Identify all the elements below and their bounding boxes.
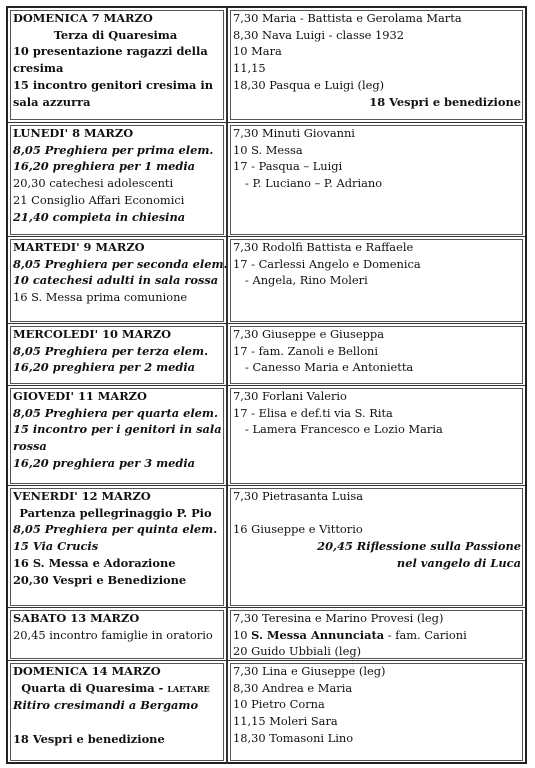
mass-line: - Angela, Rino Moleri (245, 273, 368, 288)
mass-line: - P. Luciano – P. Adriano (245, 176, 383, 191)
event-line: GIOVEDI' 11 MARZO (13, 389, 147, 403)
day-row (8, 236, 525, 324)
event-line: 15 incontro genitori cresima in (13, 77, 213, 92)
day-row (8, 607, 525, 661)
mass-line: 7,30 Minuti Giovanni (233, 126, 355, 140)
event-line: 10 presentazione ragazzi della (13, 44, 208, 59)
mass-line: 8,30 Andrea e Maria (233, 680, 353, 695)
day-masses-cell (227, 608, 525, 661)
day-masses-cell (227, 486, 525, 608)
day-masses-cell (227, 123, 525, 237)
event-line: SABATO 13 MARZO (13, 611, 140, 625)
mass-line: 8,30 Nava Luigi - classe 1932 (233, 27, 405, 42)
event-line: rossa (13, 439, 47, 454)
mass-line: 11,15 (233, 61, 266, 76)
mass-line: 17 - Carlessi Angelo e Domenica (233, 256, 421, 271)
laetare-label: LAETARE (167, 683, 210, 694)
event-line: 16,20 preghiera per 2 media (13, 360, 196, 375)
event-line: 20,45 incontro famiglie in oratorio (13, 627, 213, 642)
mass-line: 17 - fam. Zanoli e Belloni (233, 343, 379, 358)
event-line: 10 catechesi adulti in sala rossa (13, 273, 219, 288)
event-line: 18 Vespri e benedizione (13, 731, 165, 746)
weekly-schedule-table (6, 6, 527, 764)
mass-line: 7,30 Maria - Battista e Gerolama Marta (233, 11, 462, 25)
event-line: Partenza pellegrinaggio P. Pio (19, 505, 212, 520)
day-row (8, 660, 525, 763)
mass-line: 17 - Pasqua – Luigi (233, 159, 343, 174)
event-line: 16 S. Messa e Adorazione (13, 555, 176, 570)
mass-line: 20,45 Riflessione sulla Passione (317, 539, 521, 554)
event-line: sala azzurra (13, 94, 91, 109)
day-events-cell (8, 386, 227, 486)
event-line: 8,05 Preghiera per quarta elem. (13, 405, 218, 420)
day-row (8, 385, 525, 486)
event-line: 20,30 Vespri e Benedizione (13, 572, 187, 587)
event-line: 8,05 Preghiera per quinta elem. (13, 522, 218, 537)
mass-line: 17 - Elisa e def.ti via S. Rita (233, 405, 393, 420)
mass-line: 10 Mara (233, 44, 282, 59)
mass-line: 10 S. Messa (233, 142, 303, 157)
event-line: Ritiro cresimandi a Bergamo (13, 698, 199, 713)
mass-line: 10 S. Messa Annunciata - fam. Carioni (233, 627, 467, 642)
event-line: MARTEDI' 9 MARZO (13, 240, 145, 254)
mass-line: 18,30 Pasqua e Luigi (leg) (233, 77, 385, 92)
mass-line: nel vangelo di Luca (396, 555, 521, 570)
mass-line: 18,30 Tomasoni Lino (233, 730, 354, 745)
event-line: cresima (13, 61, 64, 76)
day-events-cell (8, 8, 227, 122)
event-line: 8,05 Preghiera per terza elem. (13, 343, 209, 358)
mass-line: 7,30 Forlani Valerio (233, 389, 347, 403)
day-row (8, 8, 525, 122)
day-row (8, 323, 525, 386)
event-line: 8,05 Preghiera per seconda elem. (13, 256, 228, 271)
event-line: DOMENICA 7 MARZO (13, 11, 153, 25)
event-line: MERCOLEDI' 10 MARZO (13, 327, 172, 341)
mass-line: - Lamera Francesco e Lozio Maria (245, 422, 443, 437)
day-masses-cell (227, 237, 525, 324)
day-masses-cell (227, 661, 525, 763)
mass-line: 7,30 Teresina e Marino Provesi (leg) (233, 611, 444, 625)
mass-line: 16 Giuseppe e Vittorio (233, 522, 363, 537)
event-line: 16 S. Messa prima comunione (13, 290, 188, 305)
day-events-cell (8, 237, 227, 324)
day-events-cell (8, 608, 227, 661)
event-line: 15 Via Crucis (13, 539, 99, 554)
event-line: 8,05 Preghiera per prima elem. (13, 142, 214, 157)
mass-line (233, 505, 525, 522)
day-masses-cell (227, 8, 525, 122)
mass-line: 7,30 Rodolfi Battista e Raffaele (233, 240, 414, 254)
mass-line: 18 Vespri e benedizione (369, 94, 521, 109)
event-line: 16,20 preghiera per 1 media (13, 159, 196, 174)
mass-line: 7,30 Lina e Giuseppe (leg) (233, 664, 386, 678)
event-line: Terza di Quaresima (53, 27, 178, 42)
event-line: VENERDI' 12 MARZO (13, 489, 151, 503)
event-line: 16,20 preghiera per 3 media (13, 455, 196, 470)
event-line: 15 incontro per i genitori in sala (13, 422, 222, 437)
mass-line: 11,15 Moleri Sara (233, 714, 338, 729)
event-line: LUNEDI' 8 MARZO (13, 126, 134, 140)
event-line: 21,40 compieta in chiesina (13, 209, 186, 224)
day-masses-cell (227, 324, 525, 386)
day-events-cell (8, 486, 227, 608)
event-line: 20,30 catechesi adolescenti (13, 176, 174, 191)
event-line (13, 714, 226, 731)
day-events-cell (8, 123, 227, 237)
mass-line: - Canesso Maria e Antonietta (245, 360, 414, 375)
day-row (8, 485, 525, 608)
event-line: 21 Consiglio Affari Economici (13, 192, 185, 207)
mass-line: 10 Pietro Corna (233, 697, 325, 712)
day-row (8, 122, 525, 237)
day-events-cell (8, 661, 227, 763)
event-line: Quarta di Quaresima - LAETARE (21, 680, 210, 695)
mass-line: 7,30 Giuseppe e Giuseppa (233, 327, 384, 341)
mass-line: 20 Guido Ubbiali (leg) (233, 644, 362, 659)
mass-line: 7,30 Pietrasanta Luisa (233, 489, 363, 503)
day-masses-cell (227, 386, 525, 486)
event-line: DOMENICA 14 MARZO (13, 664, 161, 678)
day-events-cell (8, 324, 227, 386)
